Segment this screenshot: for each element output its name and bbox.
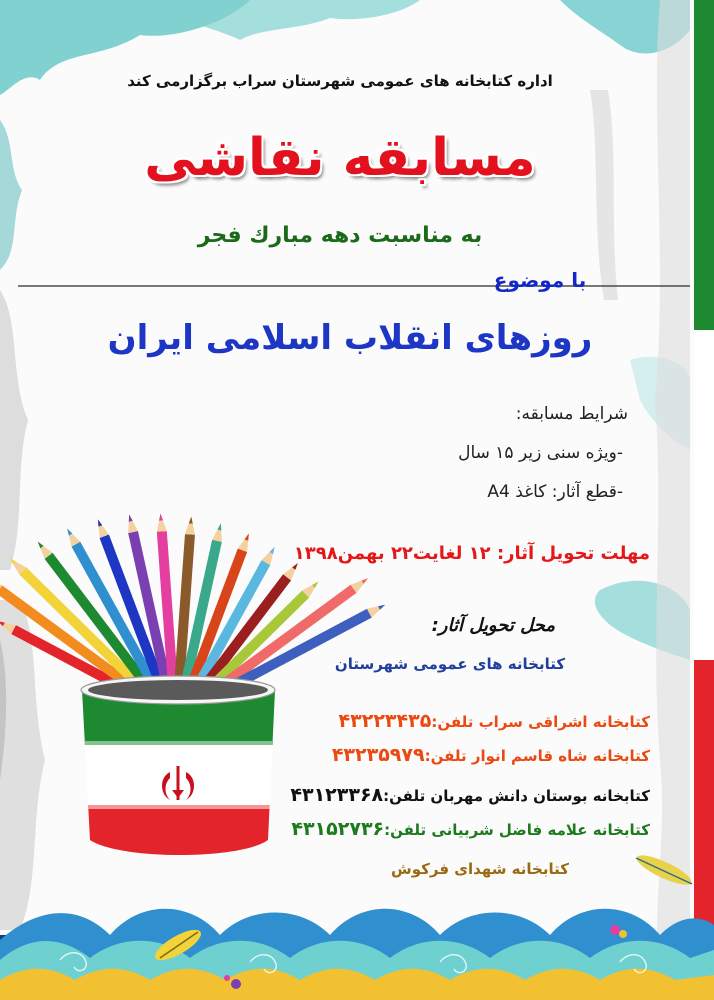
library-name: کتابخانه اشراقی سراب تلفن: bbox=[431, 713, 650, 731]
deadline-line: مهلت تحویل آثار: ۱۲ لغایت۲۲ بهمن۱۳۹۸ bbox=[293, 543, 650, 564]
library-name: کتابخانه شهدای فرکوش bbox=[391, 860, 569, 878]
organizer-line: اداره کتابخانه های عمومی شهرستان سراب برگزارمی کند bbox=[127, 72, 553, 90]
library-phone: ۴۳۱۲۳۳۶۸ bbox=[290, 784, 384, 806]
topic-label: با موضوع bbox=[493, 268, 587, 292]
library-phone: ۴۳۲۳۵۹۷۹ bbox=[331, 744, 425, 766]
library-phone: ۴۳۱۵۲۷۳۶ bbox=[291, 818, 385, 840]
occasion-line: به مناسبت دهه مبارك فجر bbox=[197, 223, 483, 248]
library-entry bbox=[250, 744, 650, 766]
delivery-title: محل تحویل آثار: bbox=[431, 615, 555, 636]
topic-heading: روزهای انقلاب اسلامی ایران bbox=[107, 318, 593, 358]
library-entry bbox=[250, 784, 650, 806]
condition-item: -قطع آثار: کاغذ A4 bbox=[487, 482, 623, 502]
library-name: کتابخانه علامه فاضل شربیانی تلفن: bbox=[384, 821, 650, 839]
library-name: کتابخانه بوستان دانش مهربان تلفن: bbox=[383, 787, 650, 805]
delivery-main: کتابخانه های عمومی شهرستان bbox=[334, 655, 566, 673]
library-entry bbox=[360, 860, 600, 878]
page-title: مسابقه نقاشی bbox=[144, 128, 536, 188]
library-entry bbox=[250, 710, 650, 732]
library-name: کتابخانه شاه قاسم انوار تلفن: bbox=[424, 747, 650, 765]
library-phone: ۴۳۲۲۳۴۳۵ bbox=[338, 710, 432, 732]
condition-item: -ویژه سنی زیر ۱۵ سال bbox=[458, 443, 623, 463]
conditions-title: شرایط مسابقه: bbox=[515, 404, 628, 424]
library-entry bbox=[250, 818, 650, 840]
